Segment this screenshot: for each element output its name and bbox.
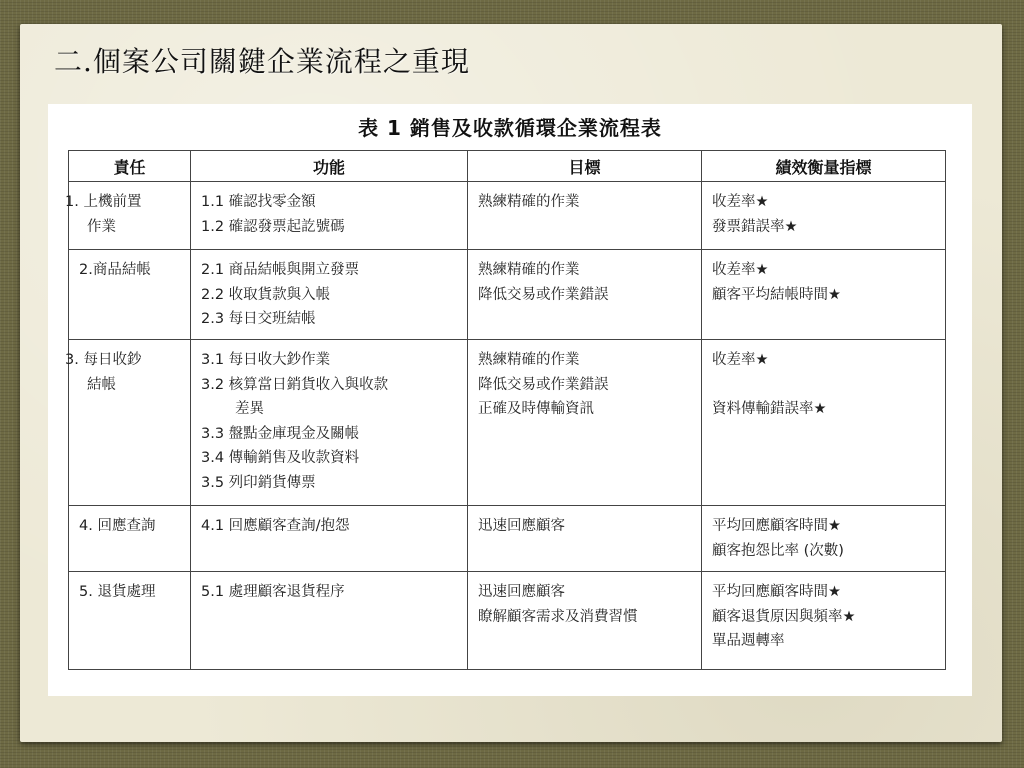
table-row [69,506,946,572]
metric-text: 平均回應顧客時間★ [712,584,841,600]
responsibility-cell [65,182,191,250]
metric-text: 資料傳輸錯誤率★ [712,401,827,417]
function-text: 1.2 確認發票起訖號碼 [201,218,345,235]
function-text: 5.1 處理顧客退貨程序 [201,584,345,600]
metric-cell [702,506,946,572]
header-goal: 目標 [468,151,702,182]
function-text: 3.2 核算當日銷貨收入與收款 [201,376,389,393]
goal-cell [468,182,702,250]
goal-text: 瞭解顧客需求及消費習慣 [478,608,638,625]
goal-cell [468,340,702,506]
responsibility-text: 1. 上機前置 [65,194,142,210]
responsibility-cell [65,340,191,506]
metric-text: 顧客平均結帳時間★ [712,286,841,303]
goal-text: 降低交易或作業錯誤 [478,376,609,393]
process-table [65,150,946,670]
metric-text: 單品週轉率 [712,633,785,649]
responsibility-text: 5. 退貨處理 [79,584,156,600]
table-row [69,572,946,670]
function-cell [191,506,468,572]
responsibility-text: 2.商品結帳 [79,262,151,278]
responsibility-cell [69,506,191,572]
metric-text: 平均回應顧客時間★ [712,518,841,534]
metric-text: 發票錯誤率★ [712,218,798,235]
goal-text: 熟練精確的作業 [478,262,580,278]
function-text: 3.4 傳輸銷售及收款資料 [201,450,360,466]
metric-cell [702,572,946,670]
table-caption: 表 1 銷售及收款循環企業流程表 [358,116,662,140]
metric-cell [702,250,946,340]
goal-text: 降低交易或作業錯誤 [478,286,609,303]
responsibility-cell [69,572,191,670]
metric-text: 收差率★ [712,262,769,278]
goal-text: 迅速回應顧客 [478,518,565,534]
function-cell [191,182,468,250]
metric-cell [702,340,946,506]
responsibility-cell [69,250,191,340]
function-text: 3.3 盤點金庫現金及關帳 [201,425,360,442]
metric-text: 收差率★ [712,194,769,210]
function-text: 3.1 每日收大鈔作業 [201,352,331,368]
function-cell [191,340,468,506]
table-panel [48,104,972,696]
function-text: 2.1 商品結帳與開立發票 [201,262,360,278]
goal-text: 迅速回應顧客 [478,584,565,600]
table-header-row [69,151,946,182]
goal-text: 熟練精確的作業 [478,194,580,210]
table-row [69,250,946,340]
header-metric: 績效衡量指標 [702,151,946,182]
responsibility-text: 3. 每日收鈔 [65,352,142,368]
function-text: 差異 [235,401,264,417]
goal-cell [468,250,702,340]
function-cell [191,250,468,340]
table-row [69,340,946,506]
table-row [69,182,946,250]
goal-text: 正確及時傳輸資訊 [478,401,594,417]
slide-title: 二.個案公司關鍵企業流程之重現 [54,45,470,78]
function-cell [191,572,468,670]
responsibility-text: 結帳 [87,376,116,393]
header-responsibility: 責任 [69,151,191,182]
function-text: 2.2 收取貨款與入帳 [201,286,331,303]
function-text: 3.5 列印銷貨傳票 [201,474,316,491]
goal-text: 熟練精確的作業 [478,352,580,368]
metric-cell [702,182,946,250]
metric-text: 顧客抱怨比率 (次數) [712,542,844,559]
function-text: 4.1 回應顧客查詢/抱怨 [201,518,350,534]
function-text: 1.1 確認找零金額 [201,194,316,210]
metric-text: 顧客退貨原因與頻率★ [712,608,856,625]
goal-cell [468,572,702,670]
responsibility-text: 4. 回應查詢 [79,518,156,534]
responsibility-text: 作業 [87,218,116,235]
header-function: 功能 [191,151,468,182]
function-text: 2.3 每日交班結帳 [201,311,316,327]
metric-text: 收差率★ [712,352,769,368]
metric-text [712,373,937,398]
goal-cell [468,506,702,572]
